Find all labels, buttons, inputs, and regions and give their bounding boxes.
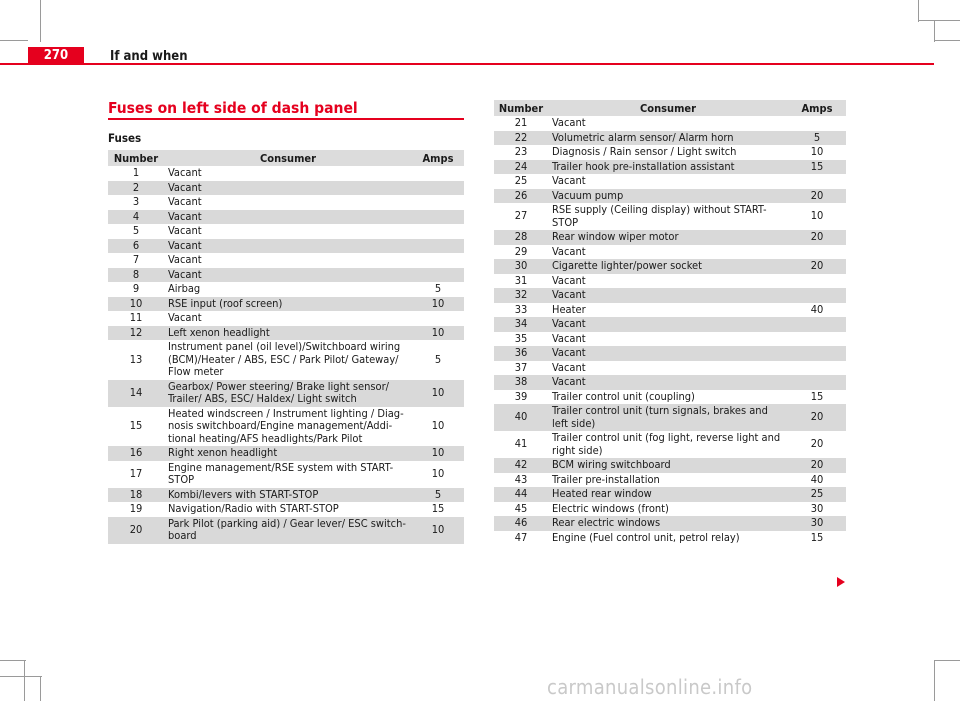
fuse-consumer: Heated windscreen / Instrument lighting / Diag- nosis switchboard/Engine management/Addi- tional heating/AFS headlights/Park Pilot: [168, 406, 404, 445]
table-header-row: [108, 150, 464, 166]
table-row: [494, 274, 846, 289]
fuse-consumer: Vacant: [164, 210, 412, 225]
fuse-consumer: Right xenon headlight: [164, 446, 412, 461]
fuse-amps: [788, 245, 846, 260]
table-row: [494, 174, 846, 189]
fuse-number: 23: [514, 145, 528, 158]
column-header-consumer: Consumer: [164, 150, 412, 166]
fuse-number: 18: [108, 488, 164, 503]
fuse-consumer: Engine management/RSE system with START- STOP: [168, 460, 394, 486]
section-title: Fuses on left side of dash panel: [108, 99, 358, 117]
fuse-amps: [788, 346, 846, 361]
fuse-amps: 40: [810, 472, 824, 486]
fuse-amps: 15: [810, 530, 824, 544]
table-row: [494, 332, 846, 347]
table-row: [494, 259, 846, 274]
fuse-number: 29: [514, 244, 528, 258]
fuse-consumer: Trailer pre-installation: [552, 472, 660, 486]
table-row: [108, 340, 464, 380]
table-row: [108, 326, 464, 341]
fuse-number: 1: [132, 166, 140, 179]
fuse-amps: [788, 332, 846, 347]
table-row: [108, 210, 464, 225]
table-row: [494, 230, 846, 245]
fuse-amps: 20: [788, 189, 846, 204]
fuse-amps: 10: [810, 145, 824, 158]
fuse-amps: 25: [788, 487, 846, 502]
fuse-consumer: Instrument panel (oil level)/Switchboard wiring (BCM)/Heater / ABS, ESC / Park Pilot/ Gateway/ Flow meter: [168, 340, 401, 378]
fuse-consumer: Park Pilot (parking aid) / Gear lever/ ESC switch- board: [164, 517, 412, 544]
fuse-number: 10: [108, 297, 164, 312]
fuse-number: 28: [494, 230, 548, 245]
continue-arrow-icon: [837, 577, 845, 587]
fuse-number: 7: [132, 253, 140, 266]
table-row: [108, 311, 464, 326]
table-row: [108, 166, 464, 181]
fuse-amps: 5: [434, 352, 442, 366]
fuse-number: 47: [514, 530, 528, 544]
fuse-amps: 10: [412, 380, 464, 407]
fuse-amps: 10: [412, 297, 464, 312]
fuse-number: 46: [494, 516, 548, 531]
fuse-amps: [788, 361, 846, 376]
fuse-consumer: Vacant: [168, 253, 202, 266]
fuse-consumer: Left xenon headlight: [164, 326, 412, 341]
fuse-amps: 10: [431, 419, 445, 432]
crop-mark: [934, 660, 935, 701]
fuse-number: 33: [514, 302, 528, 316]
table-row: [494, 531, 846, 546]
table-row: [494, 245, 846, 260]
fuse-consumer: Trailer control unit (fog light, reverse light and right side): [552, 431, 781, 457]
table-row: [494, 516, 846, 531]
fuse-amps: 20: [788, 230, 846, 245]
fuse-number: 34: [494, 317, 548, 332]
fuse-amps: 5: [434, 282, 442, 295]
fuse-amps: [788, 274, 846, 289]
fuse-consumer: Heated rear window: [548, 487, 788, 502]
fuse-consumer: RSE input (roof screen): [164, 297, 412, 312]
crop-mark: [0, 676, 42, 677]
table-header-row: [494, 100, 846, 116]
fuse-amps: [412, 224, 464, 239]
fuse-amps: [788, 116, 846, 131]
fuse-consumer: Vacant: [552, 273, 586, 287]
fuse-number: 12: [108, 326, 164, 341]
fuse-consumer: RSE supply (Ceiling display) without START-STOP: [552, 203, 767, 229]
column-header-consumer: Consumer: [548, 100, 788, 116]
fuse-number: 43: [514, 472, 528, 486]
fuse-consumer: Vacant: [168, 311, 202, 324]
fuse-number: 9: [132, 282, 140, 295]
table-row: [108, 268, 464, 283]
fuse-amps: 10: [412, 326, 464, 341]
fuse-amps: [412, 239, 464, 254]
fuse-consumer: Gearbox/ Power steering/ Brake light sensor/ Trailer/ ABS, ESC/ Haldex/ Light switch: [164, 380, 412, 407]
page-number: 270: [28, 47, 84, 65]
fuse-amps: [788, 375, 846, 390]
crop-mark: [918, 20, 960, 21]
table-row: [494, 473, 846, 488]
table-row: [494, 487, 846, 502]
fuse-amps: [412, 181, 464, 196]
fuse-consumer: Volumetric alarm sensor/ Alarm horn: [548, 131, 788, 146]
fuse-consumer: Vacant: [168, 195, 202, 208]
fuse-amps: 5: [788, 131, 846, 146]
table-row: [108, 446, 464, 461]
fuse-amps: [788, 174, 846, 189]
fuse-number: 26: [494, 189, 548, 204]
table-row: [108, 253, 464, 268]
fuse-consumer: Vacant: [552, 360, 586, 374]
fuse-consumer: Navigation/Radio with START-STOP: [168, 502, 339, 515]
table-row: [108, 488, 464, 503]
fuse-number: 19: [129, 502, 143, 515]
fuse-consumer: Vacant: [548, 288, 788, 303]
table-row: [494, 317, 846, 332]
table-row: [494, 131, 846, 146]
fuse-consumer: Rear electric windows: [548, 516, 788, 531]
table-row: [108, 517, 464, 544]
table-row: [108, 224, 464, 239]
column-header-number: Number: [108, 150, 164, 166]
crop-mark: [40, 0, 41, 42]
fuse-amps: [412, 253, 464, 268]
fuse-amps: [788, 288, 846, 303]
table-row: [494, 189, 846, 204]
fuse-amps: 30: [788, 516, 846, 531]
chapter-title: If and when: [110, 49, 188, 64]
column-header-amps: Amps: [412, 150, 464, 166]
fuse-number: 39: [514, 389, 528, 403]
table-row: [494, 375, 846, 390]
fuse-consumer: Vacant: [552, 244, 586, 258]
fuse-consumer: Trailer hook pre-installation assistant: [548, 160, 788, 175]
fuse-amps: 15: [431, 502, 445, 515]
fuse-amps: [788, 317, 846, 332]
fuse-consumer: Vacant: [552, 331, 586, 345]
fuse-amps: 5: [412, 488, 464, 503]
fuse-amps: 15: [810, 389, 824, 403]
table-row: [108, 380, 464, 407]
section-rule: [108, 118, 464, 120]
fuse-number: 25: [514, 174, 528, 187]
crop-mark: [934, 40, 960, 41]
fuse-number: 45: [514, 501, 528, 515]
table-row: [494, 361, 846, 376]
fuse-number: 17: [129, 466, 143, 480]
fuse-consumer: Vacant: [552, 116, 586, 129]
fuse-amps: 30: [810, 501, 824, 515]
table-row: [108, 282, 464, 297]
fuse-consumer: Vacant: [548, 317, 788, 332]
fuse-consumer: Kombi/levers with START-STOP: [164, 488, 412, 503]
fuse-number: 30: [494, 259, 548, 274]
table-row: [108, 181, 464, 196]
column-header-number: Number: [494, 100, 548, 116]
fuse-table-left: [108, 150, 464, 544]
fuse-amps: 20: [788, 404, 846, 431]
fuse-amps: 10: [431, 466, 445, 480]
crop-mark: [934, 20, 935, 42]
fuse-consumer: Vacant: [548, 375, 788, 390]
table-row: [494, 145, 846, 160]
fuse-number: 37: [514, 360, 528, 374]
fuse-number: 4: [108, 210, 164, 225]
fuse-amps: 10: [412, 517, 464, 544]
fuse-consumer: Engine (Fuel control unit, petrol relay): [552, 530, 740, 544]
fuse-number: 22: [494, 131, 548, 146]
table-row: [494, 390, 846, 405]
fuse-number: 36: [494, 346, 548, 361]
table-row: [108, 407, 464, 447]
table-row: [494, 288, 846, 303]
fuse-consumer: Electric windows (front): [552, 501, 669, 515]
fuse-number: 11: [129, 311, 143, 324]
fuse-amps: [412, 210, 464, 225]
table-row: [108, 461, 464, 488]
table-row: [108, 297, 464, 312]
crop-mark: [918, 0, 919, 22]
fuse-number: 24: [494, 160, 548, 175]
fuse-number: 35: [514, 331, 528, 345]
fuse-number: 14: [108, 380, 164, 407]
fuse-table-right: [494, 100, 846, 545]
fuse-amps: 20: [788, 259, 846, 274]
fuse-number: 8: [108, 268, 164, 283]
fuse-amps: [412, 268, 464, 283]
fuse-amps: [412, 195, 464, 210]
fuse-number: 5: [132, 224, 140, 237]
fuse-number: 3: [132, 195, 140, 208]
fuse-number: 16: [108, 446, 164, 461]
crop-mark: [40, 676, 41, 701]
table-row: [494, 203, 846, 230]
fuse-consumer: Vacant: [168, 166, 202, 179]
table-row: [108, 239, 464, 254]
crop-mark: [0, 660, 26, 661]
fuse-consumer: Trailer control unit (turn signals, brakes and left side): [548, 404, 788, 431]
fuse-consumer: Vacant: [548, 346, 788, 361]
table-row: [494, 303, 846, 318]
fuse-consumer: Heater: [552, 302, 586, 316]
fuse-number: 21: [514, 116, 528, 129]
fuse-amps: 10: [412, 446, 464, 461]
fuse-consumer: Vacant: [168, 224, 202, 237]
fuse-consumer: Airbag: [168, 282, 201, 295]
fuse-amps: 20: [788, 458, 846, 473]
table-row: [494, 431, 846, 458]
fuse-consumer: Cigarette lighter/power socket: [548, 259, 788, 274]
fuse-number: 32: [494, 288, 548, 303]
table-row: [108, 195, 464, 210]
fuse-consumer: Diagnosis / Rain sensor / Light switch: [552, 145, 737, 158]
table-row: [494, 458, 846, 473]
crop-mark: [934, 660, 960, 661]
fuse-number: 20: [108, 517, 164, 544]
fuse-amps: 20: [810, 437, 824, 451]
fuse-number: 27: [514, 209, 528, 223]
table-row: [494, 502, 846, 517]
fuse-consumer: Vacant: [164, 268, 412, 283]
fuse-amps: 15: [788, 160, 846, 175]
fuse-consumer: Vacant: [552, 174, 586, 187]
fuse-number: 2: [108, 181, 164, 196]
fuse-number: 40: [494, 404, 548, 431]
crop-mark: [24, 660, 25, 701]
fuse-number: 38: [494, 375, 548, 390]
column-header-amps: Amps: [788, 100, 846, 116]
fuse-consumer: Trailer control unit (coupling): [552, 389, 695, 403]
table-row: [108, 502, 464, 517]
fuse-number: 31: [514, 273, 528, 287]
watermark: carmanualsonline.info: [547, 675, 753, 699]
fuse-amps: [412, 166, 464, 181]
fuse-number: 41: [514, 437, 528, 451]
fuse-amps: 10: [810, 209, 824, 223]
fuse-number: 6: [108, 239, 164, 254]
fuse-consumer: Vacant: [164, 181, 412, 196]
table-row: [494, 160, 846, 175]
fuse-number: 42: [494, 458, 548, 473]
subsection-title: Fuses: [108, 131, 142, 145]
table-row: [494, 346, 846, 361]
fuse-number: 15: [129, 419, 143, 432]
fuse-amps: [412, 311, 464, 326]
crop-mark: [0, 40, 28, 41]
table-row: [494, 404, 846, 431]
fuse-number: 13: [129, 352, 143, 366]
table-row: [494, 116, 846, 131]
fuse-consumer: Rear window wiper motor: [548, 230, 788, 245]
fuse-number: 44: [494, 487, 548, 502]
fuse-amps: 40: [810, 302, 824, 316]
fuse-consumer: BCM wiring switchboard: [548, 458, 788, 473]
fuse-consumer: Vacant: [164, 239, 412, 254]
fuse-consumer: Vacuum pump: [548, 189, 788, 204]
